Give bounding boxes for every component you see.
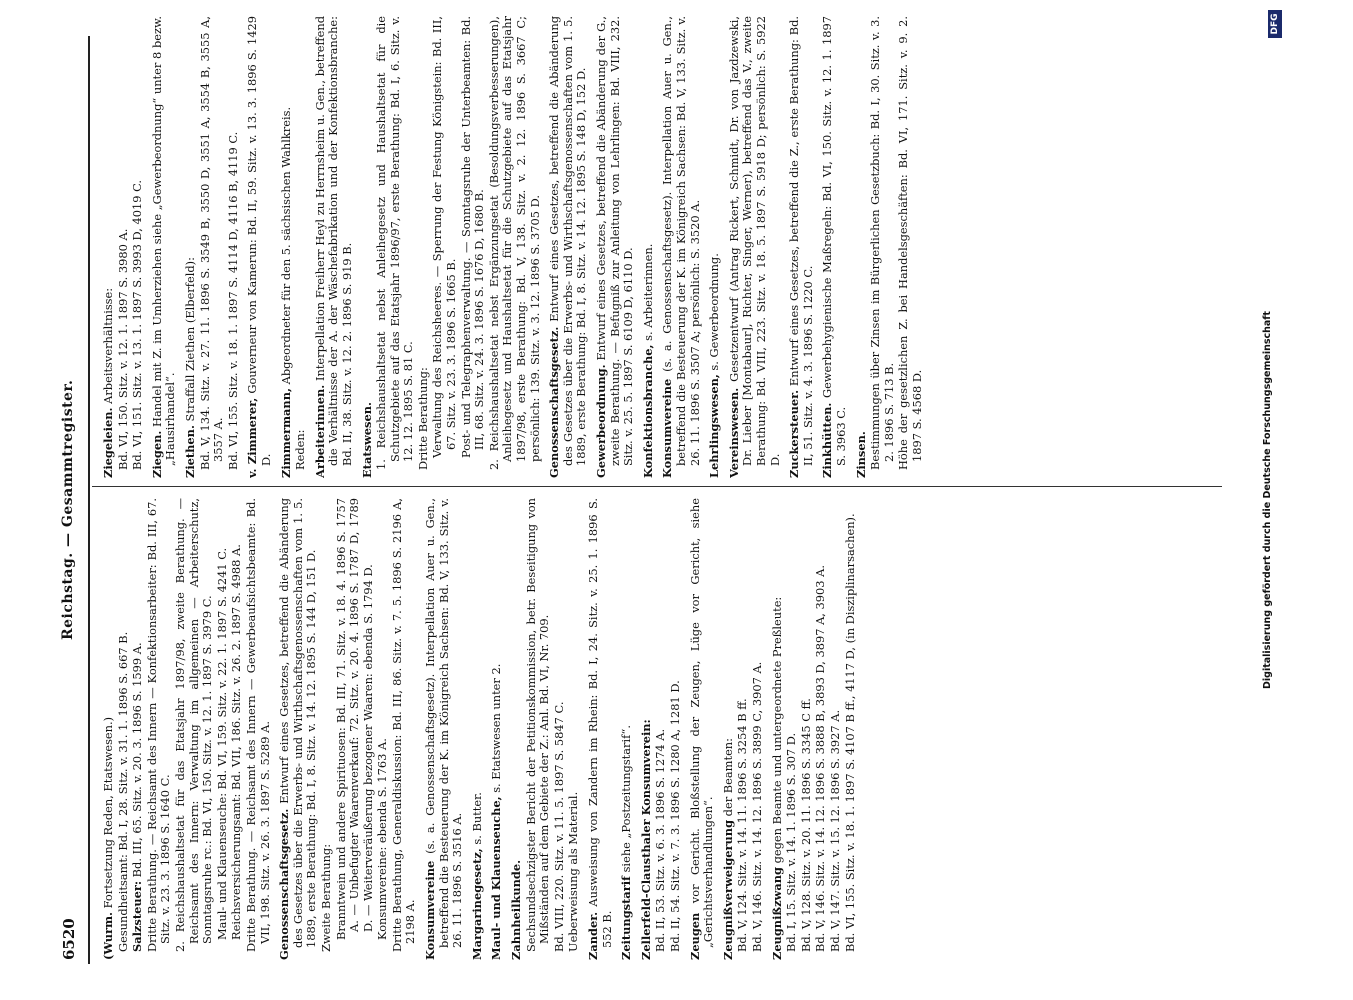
left-column-entry: Maul- und Klauenseuche: Bd. VI, 159. Sitz. v. 22. 1. 1897 S. 4241 C. xyxy=(214,547,229,940)
right-column-entry: Post- und Telegraphenverwaltung. — Sonntagsruhe der Unterbeamten: Bd. III, 68. Sitz. v. 24. 3. 1896 S. 1676 D, 1680 B. xyxy=(458,16,487,458)
left-column-entry xyxy=(510,498,524,960)
entry-keyword: v. Zimmerer, xyxy=(245,397,260,478)
entry-keyword: Zellerfeld-Clausthaler Konsumverein: xyxy=(638,719,653,960)
entry-keyword: Zeugen xyxy=(687,912,702,960)
page-number: 6520 xyxy=(60,918,78,960)
left-column-entry: Dritte Berathung. — Reichsamt des Innern — Konfektionsarbeiter: Bd. III, 67. Sitz. v. 23. 3. 1896 S. 1640 C. xyxy=(144,498,173,952)
right-column-entry: Genossenschaftsgesetz. Entwurf eines Gesetzes, betreffend die Abänderung des Gesetzes über die Erwerbs- und Wirthschaftsgenossenschaften vom 1. 5. 1889, erste Berathung: Bd. I, 8. Sitz. v. 14. 12. 1895 S. 148 D, 152 D. xyxy=(547,16,589,478)
digitization-credit: Digitalisierung gefördert durch die Deutsche Forschungsgemeinschaft xyxy=(1262,311,1273,689)
entry-keyword: Zeugnißzwang xyxy=(769,867,784,960)
digitization-credit-strip xyxy=(1262,0,1302,1000)
entry-keyword: Zimmermann, xyxy=(278,388,293,478)
left-column-entry: Bd. V, 146. Sitz. v. 14. 12. 1896 S. 3888 B, 3893 D, 3897 A, 3903 A. xyxy=(813,564,828,952)
left-column xyxy=(96,498,1226,960)
entry-keyword: Ziegeleien. xyxy=(101,407,115,478)
entry-keyword: Konsumvereine xyxy=(660,378,675,478)
right-column-entry: Arbeiterinnen. Interpellation Freiherr Heyl zu Herrnsheim u. Gen., betreffend die Verhältnisse der A. der Wäschefabrikation und der Konfektionsbranche: Bd. II, 38. Sitz. v. 12. 2. 1896 S. 919 B. xyxy=(312,16,354,478)
entry-keyword: Zinsen. xyxy=(853,431,868,478)
left-column-entry: Reichsversicherungsamt: Bd. VII, 186. Sitz. v. 26. 2. 1897 S. 4988 A. xyxy=(229,544,244,940)
entry-keyword: Ziethen. xyxy=(182,425,197,478)
entry-keyword: Maul- und Klauenseuche, xyxy=(489,796,504,960)
left-column-entry: Konsumvereine: ebenda S. 1763 A. xyxy=(375,738,390,940)
page-header xyxy=(56,30,86,960)
column-divider xyxy=(92,486,1222,487)
entry-keyword: Genossenschaftsgesetz. xyxy=(547,326,562,478)
right-column-entry: Höhe der gesetzlichen Z. bei Handelsgeschäften: Bd. VI, 171. Sitz. v. 9. 2. 1897 S. 4568 D. xyxy=(896,16,924,470)
left-column-entry: Sechsundsechzigster Bericht der Petitionskommission, betr. Beseitigung von Mißständen auf dem Gebiete der Z.: Anl. Bd. VI, Nr. 709. xyxy=(523,498,552,952)
entry-keyword: Zeitungstarif xyxy=(619,876,634,960)
right-column-entry: Lehrlingswesen, s. Gewerbeordnung. xyxy=(707,253,722,478)
left-column-entry: Bd. VIII, 220. Sitz. v. 11. 5. 1897 S. 5847 C. xyxy=(551,701,566,952)
entry-keyword: Arbeiterinnen. xyxy=(312,384,327,478)
left-column-entry: Zeitungstarif siehe „Postzeitungstarif“. xyxy=(619,724,634,960)
left-column-entry: Bd. V, 146. Sitz. v. 14. 12. 1896 S. 3899 C, 3907 A. xyxy=(749,661,764,952)
right-column xyxy=(96,16,1226,478)
entry-keyword: Konfektionsbranche, xyxy=(640,344,655,478)
right-column-entry: 1. Reichshaushaltsetat nebst Anleihegesetz und Haushaltsetat für die Schutzgebiete auf das Etatsjahr 1896/97, erste Berathung: Bd. I, 6. Sitz. v. 12. 12. 1895 S. 81 C. xyxy=(374,16,416,470)
right-column-entry: Zinkhütten. Gewerbehygienische Maßregeln: Bd. VI, 150. Sitz. v. 12. 1. 1897 S. 3963 C. xyxy=(820,16,848,478)
left-column-entry: Margarinegesetz, s. Butter. xyxy=(469,792,484,960)
entry-keyword: Genossenschaftsgesetz. xyxy=(277,808,292,960)
right-column-entry: Bd. VI, 151. Sitz. v. 13. 1. 1897 S. 3993 D, 4019 C. xyxy=(130,179,145,470)
right-column-entry xyxy=(855,16,869,478)
right-column-entry: Bd. VI, 155. Sitz. v. 18. 1. 1897 S. 4114 D, 4116 B, 4119 C. xyxy=(225,131,240,470)
right-column-entry: Ziegen. Handel mit Z. im Umherziehen siehe „Gewerbeordnung“ unter 8 bezw. „Hausirhandel“. xyxy=(149,16,178,478)
right-column-entry: Zimmermann, Abgeordneter für den 5. sächsischen Wahlkreis. xyxy=(278,106,293,478)
right-column-entry: Ziegeleien. Arbeitsverhältnisse: xyxy=(101,287,115,478)
running-title: Reichstag. — Gesammtregister. xyxy=(60,379,76,640)
left-column-entry: Genossenschaftsgesetz. Entwurf eines Gesetzes, betreffend die Abänderung des Gesetzes über die Erwerbs- und Wirthschaftsgenossenschaften vom 1. 5. 1889, erste Berathung: Bd. I, 8. Sitz. v. 14. 12. 1895 S. 144 D, 151 D. xyxy=(277,498,319,960)
left-column-entry: Maul- und Klauenseuche, s. Etatswesen unter 2. xyxy=(489,663,504,960)
left-column-entry: Bd. V, 147. Sitz. v. 15. 12. 1896 S. 3927 A. xyxy=(827,709,842,952)
left-column-entry: Bd. V, 124. Sitz. v. 14. 11. 1896 S. 3254 B ff. xyxy=(735,698,750,952)
left-column-entry: Zeugnißverweigerung der Beamten: xyxy=(720,738,735,960)
left-column-entry: Bd. I, 15. Sitz. v. 14. 1. 1896 S. 307 D. xyxy=(784,732,799,952)
dfg-logo: DFG xyxy=(1268,10,1282,38)
right-column-entry: Konfektionsbranche, s. Arbeiterinnen. xyxy=(640,243,655,478)
right-column-entry: Zuckersteuer. Entwurf eines Gesetzes, betreffend die Z., erste Berathung: Bd. II, 51. Sitz. v. 4. 3. 1896 S. 1220 C. xyxy=(787,16,815,478)
left-column-entry: Konsumvereine (s. a. Genossenschaftsgesetz). Interpellation Auer u. Gen., betreffend die Besteuerung der K. im Königreich Sachsen: Bd. V, 133. Sitz. v. 26. 11. 1896 S. 3516 A. xyxy=(423,498,465,960)
entry-keyword: Ziegen. xyxy=(149,430,164,478)
right-column-entry: Bd. VI, 150. Sitz. v. 12. 1. 1897 S. 3980 A. xyxy=(115,228,130,470)
left-column-entry: Bd. V, 128. Sitz. v. 20. 11. 1896 S. 3345 C ff. xyxy=(798,698,813,952)
right-column-entry: Bd. V, 134. Sitz. v. 27. 11. 1896 S. 3549 B, 3550 D, 3551 A, 3554 B, 3555 A, 3557 A. xyxy=(197,16,226,470)
right-column-entry xyxy=(361,16,375,478)
entry-keyword: Zinkhütten. xyxy=(820,402,835,478)
right-column-entry: v. Zimmerer, Gouverneur von Kamerun: Bd. II, 59. Sitz. v. 13. 3. 1896 S. 1429 D. xyxy=(245,16,273,478)
right-column-entry: Gewerbeordnung. Entwurf eines Gesetzes, betreffend die Abänderung der G., zweite Berathung. — Befugniß zur Anleitung von Lehrlingen: Bd. VIII, 232. Sitz. v. 25. 5. 1897 S. 6109 D, 6110 D. xyxy=(594,16,636,478)
entry-keyword: Lehrlingswesen, xyxy=(707,374,722,478)
left-column-entry: Ueberweisung als Material. xyxy=(566,791,581,952)
right-column-entry: 2. Reichshaushaltsetat nebst Ergänzungsetat (Besoldungsverbesserungen), Anleihegesetz und Haushaltsetat für die Schutzgebiete auf das Etatsjahr 1897/98, erste Berathung: Bd. V, 138. Sitz. v. 2. 12. 1896 S. 3667 C; persönlich: 139. Sitz. v. 3. 12. 1896 S. 3705 D. xyxy=(486,16,542,470)
left-column-entry: Dritte Berathung. — Reichsamt des Innern — Gewerbeaufsichtsbeamte: Bd. VII, 198. Sitz. v. 26. 3. 1897 S. 5289 A. xyxy=(243,498,272,952)
right-column-entry: Konsumvereine (s. a. Genossenschaftsgesetz). Interpellation Auer u. Gen., betreffend die Besteuerung der K. im Königreich Sachsen: Bd. V, 133. Sitz. v. 26. 11. 1896 S. 3507 A; persönlich: S. 3520 A. xyxy=(660,16,702,478)
entry-keyword: Vereinswesen. xyxy=(726,387,741,478)
right-column-entry: Ziethen. Straffall Ziethen (Elberfeld): xyxy=(182,257,197,478)
header-rule xyxy=(88,36,90,964)
entry-keyword: Zuckersteuer. xyxy=(787,389,802,478)
left-column-entry: Zander. Ausweisung von Zandern im Rhein: Bd. I, 24. Sitz. v. 25. 1. 1896 S. 552 B. xyxy=(586,498,614,960)
right-column-entry: Vereinswesen. Gesetzentwurf (Antrag Rickert, Schmidt, Dr. von Jazdzewski, Dr. Lieber [Montabaur], Richter, Singer, Werner), betreffend das V., zweite Berathung: Bd. VIII, 223. Sitz. v. 18. 5. 1897 S. 5918 D; persönlich: S. 5922 D. xyxy=(726,16,782,478)
left-column-entry: Zweite Berathung: xyxy=(318,843,333,952)
right-column-entry: Dritte Berathung: xyxy=(415,367,430,470)
left-column-entry: Dritte Berathung, Generaldiskussion: Bd. III, 86. Sitz. v. 7. 5. 1896 S. 2196 A, 2198 A. xyxy=(389,498,418,952)
entry-keyword: Zahnheilkunde. xyxy=(509,859,524,960)
left-column-entry: Bd. II, 53. Sitz. v. 6. 3. 1896 S. 1274 A. xyxy=(653,728,668,952)
left-column-entry xyxy=(640,498,654,960)
left-column-entry: Zeugen vor Gericht. Bloßstellung der Zeugen, Lüge vor Gericht, siehe „Gerichtsverhandlungen“. xyxy=(687,498,716,960)
entry-keyword: Konsumvereine xyxy=(423,860,438,960)
left-column-entry: Branntwein und andere Spirituosen: Bd. III, 71. Sitz. v. 18. 4. 1896 S. 1757 A. — Unbefugter Waarenverkauf: 72. Sitz. v. 20. 4. 1896 S. 1787 D, 1789 D. — Weiterveräußerung bezogener Waaren: ebenda S. 1794 D. xyxy=(333,498,375,940)
left-column-entry: Bd. II, 54. Sitz. v. 7. 3. 1896 S. 1280 A, 1281 D. xyxy=(667,680,682,952)
right-column-entry: Reden: xyxy=(293,429,308,470)
left-column-entry: 2. Reichshaushaltsetat für das Etatsjahr 1897/98, zweite Berathung. — Reichsamt des Innern: Verwaltung im allgemeinen — Arbeiterschutz, Sonntagsruhe rc.: Bd. VI, 150. Sitz. v. 12. 1. 1897 S. 3979 C. xyxy=(172,498,215,952)
left-column-entry: Salzsteuer: Bd. III, 65. Sitz. v. 20. 3. 1896 S. 1599 A. xyxy=(130,642,145,952)
entry-keyword: Zeugnißverweigerung xyxy=(720,819,735,960)
right-column-entry: Verwaltung des Reichsheeres. — Sperrung der Festung Königstein: Bd. III, 67. Sitz. v. 23. 3. 1896 S. 1665 B. xyxy=(430,16,459,458)
left-column-entry: (Wurm. Fortsetzung Reden, Etatswesen.) xyxy=(101,716,115,960)
entry-keyword: Etatswesen. xyxy=(359,402,374,478)
entry-keyword: (Wurm. xyxy=(101,911,115,960)
entry-keyword: Zander. xyxy=(586,911,600,960)
left-column-entry: Bd. VI, 155. Sitz. v. 18. 1. 1897 S. 4107 B ff., 4117 D, (in Disziplinarsachen). xyxy=(842,513,857,952)
left-column-entry: Gesundheitsamt: Bd. I, 28. Sitz. v. 31. 1. 1896 S. 667 B. xyxy=(115,631,130,952)
left-column-entry: Zeugnißzwang gegen Beamte und untergeordnete Preßleute: xyxy=(769,596,784,960)
entry-keyword: Salzsteuer: xyxy=(130,880,145,952)
entry-keyword: Margarinegesetz, xyxy=(469,848,484,960)
entry-keyword: Gewerbeordnung. xyxy=(594,364,608,478)
right-column-entry: Bestimmungen über Zinsen im Bürgerlichen Gesetzbuch: Bd. I, 30. Sitz. v. 3. 2. 1896 S. 713 B. xyxy=(868,16,896,470)
